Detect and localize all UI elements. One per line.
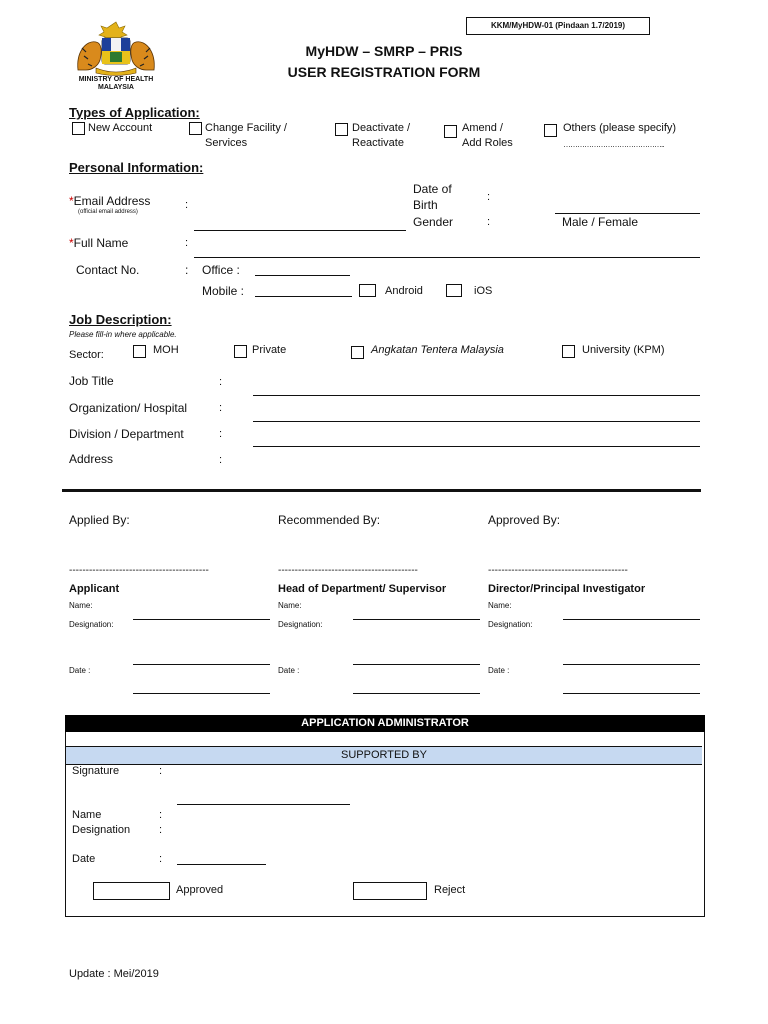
applicant-role: Applicant: [69, 583, 120, 595]
director-designation-line[interactable]: [563, 664, 700, 665]
section-divider: [62, 489, 701, 492]
director-role: Director/Principal Investigator: [488, 583, 646, 595]
job-title-colon: :: [219, 376, 223, 388]
applied-by-heading: Applied By:: [69, 513, 130, 527]
admin-signature-label: Signature: [72, 765, 120, 777]
others-label: Others (please specify): [563, 122, 677, 134]
job-title-input-line[interactable]: [253, 395, 700, 396]
approved-checkbox[interactable]: [93, 882, 170, 900]
admin-name-colon: :: [159, 809, 163, 821]
types-heading: Types of Application:: [69, 105, 200, 120]
form-code-box: KKM/MyHDW-01 (Pindaan 1.7/2019): [466, 17, 650, 35]
supervisor-date-label: Date :: [278, 666, 300, 675]
address-label: Address: [69, 452, 114, 466]
supervisor-role: Head of Department/ Supervisor: [278, 583, 447, 595]
amend-roles-label: Amend /: [462, 122, 503, 134]
reject-checkbox[interactable]: [353, 882, 427, 900]
admin-designation-label: Designation: [72, 824, 131, 836]
sector-moh-label: MOH: [153, 344, 179, 356]
office-input-line[interactable]: [255, 275, 350, 276]
division-label: Division / Department: [69, 427, 184, 441]
admin-signature-line[interactable]: [177, 804, 350, 805]
admin-designation-colon: :: [159, 824, 163, 836]
applicant-date-label: Date :: [69, 666, 91, 675]
ios-label: iOS: [474, 285, 493, 297]
organization-label: Organization/ Hospital: [69, 401, 188, 415]
deactivate-label: Deactivate /: [352, 122, 411, 134]
amend-roles-checkbox[interactable]: [444, 125, 457, 138]
sector-moh-checkbox[interactable]: [133, 345, 146, 358]
division-colon: :: [219, 428, 223, 440]
supervisor-signature-line[interactable]: ------------------------------------------: [278, 565, 418, 576]
email-input-line[interactable]: [194, 230, 406, 231]
job-note: Please fill-in where applicable.: [69, 330, 177, 339]
amend-roles-label-2: Add Roles: [462, 137, 513, 149]
supervisor-designation-label: Designation:: [278, 620, 323, 629]
fullname-input-line[interactable]: [194, 257, 700, 258]
form-title-line2: USER REGISTRATION FORM: [287, 64, 481, 80]
required-mark: *: [69, 194, 74, 208]
android-label: Android: [385, 285, 423, 297]
dob-input-line[interactable]: [555, 213, 700, 214]
mobile-label: Mobile :: [202, 284, 245, 298]
office-label: Office :: [202, 263, 240, 277]
sector-university-checkbox[interactable]: [562, 345, 575, 358]
supervisor-designation-line[interactable]: [353, 664, 480, 665]
coat-of-arms-logo: [72, 18, 160, 76]
applicant-designation-label: Designation:: [69, 620, 114, 629]
admin-date-line[interactable]: [177, 864, 266, 865]
address-colon: :: [219, 454, 223, 466]
sector-university-label: University (KPM): [582, 344, 665, 356]
sector-atm-label: Angkatan Tentera Malaysia: [371, 344, 504, 356]
supervisor-name-label: Name:: [278, 601, 302, 610]
others-checkbox[interactable]: [544, 124, 557, 137]
ios-checkbox[interactable]: [446, 284, 462, 297]
division-input-line[interactable]: [253, 446, 700, 447]
personal-heading: Personal Information:: [69, 160, 204, 175]
change-facility-label: Change Facility /: [205, 122, 287, 134]
organization-colon: :: [219, 402, 223, 414]
deactivate-label-2: Reactivate: [352, 137, 404, 149]
email-label: [69, 194, 150, 208]
supported-by-bar: SUPPORTED BY: [66, 746, 702, 765]
recommended-by-heading: Recommended By:: [278, 513, 381, 527]
footer-update: Update : Mei/2019: [69, 968, 159, 980]
mobile-input-line[interactable]: [255, 296, 352, 297]
organization-input-line[interactable]: [253, 421, 700, 422]
reject-label: Reject: [434, 884, 466, 896]
email-label-text: Email Address: [73, 194, 151, 208]
contact-label: Contact No.: [76, 263, 140, 277]
applicant-name-line[interactable]: [133, 619, 270, 620]
applicant-date-line[interactable]: [133, 693, 270, 694]
sector-label: Sector:: [69, 349, 104, 361]
director-date-label: Date :: [488, 666, 510, 675]
job-title-label: Job Title: [69, 374, 114, 388]
gender-colon: :: [487, 216, 491, 228]
sector-atm-checkbox[interactable]: [351, 346, 364, 359]
form-title-line1: MyHDW – SMRP – PRIS: [305, 43, 463, 59]
director-designation-label: Designation:: [488, 620, 533, 629]
new-account-label: New Account: [88, 122, 153, 134]
supervisor-name-line[interactable]: [353, 619, 480, 620]
director-name-line[interactable]: [563, 619, 700, 620]
sector-private-checkbox[interactable]: [234, 345, 247, 358]
change-facility-checkbox[interactable]: [189, 122, 202, 135]
admin-title-bar: APPLICATION ADMINISTRATOR: [65, 715, 705, 732]
required-mark: *: [69, 236, 74, 250]
sector-private-label: Private: [252, 344, 287, 356]
supervisor-date-line[interactable]: [353, 693, 480, 694]
change-facility-label-2: Services: [205, 137, 248, 149]
fullname-label: [69, 236, 128, 250]
admin-date-label: Date: [72, 853, 96, 865]
gender-label: Gender: [413, 215, 454, 229]
ministry-name-line2: MALAYSIA: [98, 84, 134, 91]
admin-date-colon: :: [159, 853, 163, 865]
deactivate-checkbox[interactable]: [335, 123, 348, 136]
director-name-label: Name:: [488, 601, 512, 610]
director-signature-line[interactable]: ------------------------------------------: [488, 565, 628, 576]
contact-colon: :: [185, 263, 189, 277]
applicant-designation-line[interactable]: [133, 664, 270, 665]
email-colon: :: [185, 199, 189, 211]
fullname-colon: :: [185, 237, 189, 249]
new-account-checkbox[interactable]: [72, 122, 85, 135]
approved-by-heading: Approved By:: [488, 513, 561, 527]
applicant-name-label: Name:: [69, 601, 93, 610]
job-heading: Job Description:: [69, 312, 172, 327]
admin-signature-colon: :: [159, 765, 163, 777]
dob-label-1: Date of: [413, 182, 452, 196]
fullname-label-text: Full Name: [73, 236, 129, 250]
dob-colon: :: [487, 191, 491, 203]
android-checkbox[interactable]: [359, 284, 376, 297]
dob-label-2: Birth: [413, 198, 438, 212]
approved-label: Approved: [176, 884, 224, 896]
others-specify-line[interactable]: ……………………………………..: [563, 140, 664, 149]
applicant-signature-line[interactable]: ------------------------------------------: [69, 565, 209, 576]
admin-name-label: Name: [72, 809, 102, 821]
director-date-line[interactable]: [563, 693, 700, 694]
gender-value[interactable]: Male / Female: [562, 215, 639, 229]
ministry-name-line1: MINISTRY OF HEALTH: [78, 76, 154, 83]
email-note: (official email address): [78, 209, 138, 215]
